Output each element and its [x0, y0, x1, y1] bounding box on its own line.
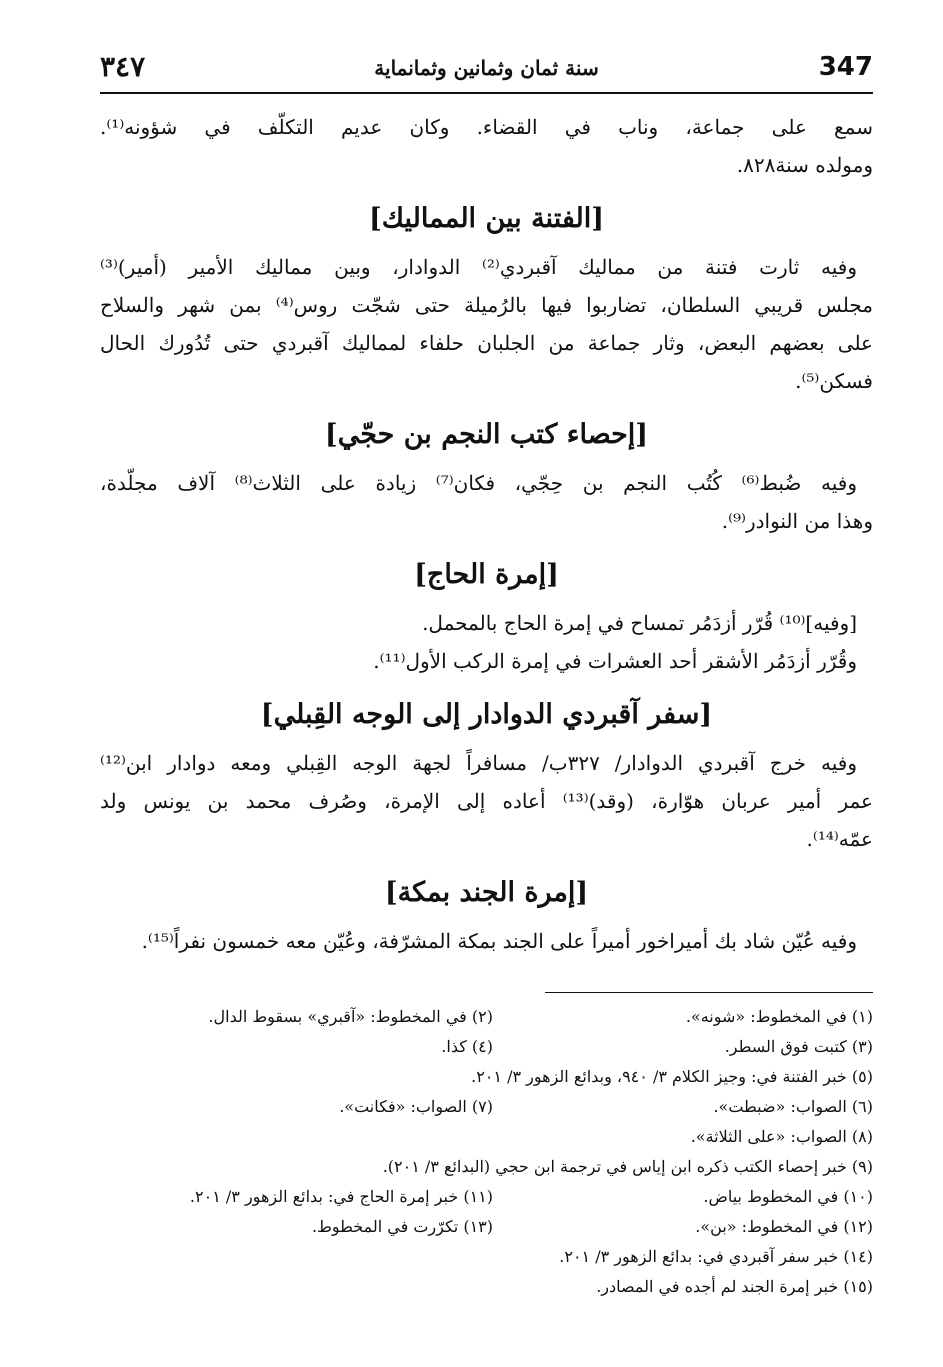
- section-heading: [سفر آقبردي الدوادار إلى الوجه القِبلي]: [260, 699, 713, 730]
- footnote: (٥) خبر الفتنة في: وجيز الكلام ٣/ ٩٤٠، وبدائع الزهور ٣/ ٢٠١.: [471, 1067, 873, 1086]
- footnote: (١٣) تكرّرت في المخطوط.: [312, 1217, 493, 1236]
- text-line: [وفيه]⁽¹⁰⁾ قُرّر أزدَمُر تمساح في إمرة الحاج بالمحمل.: [422, 611, 857, 635]
- footnote-row: [100, 1002, 873, 1032]
- page-header: [100, 48, 873, 94]
- footnote-row: [100, 1032, 873, 1062]
- footnote-separator: [545, 992, 873, 993]
- text-line: عمّه⁽¹⁴⁾.: [806, 827, 873, 851]
- text-line: فسكن⁽⁵⁾.: [795, 369, 873, 393]
- footnotes: [100, 1002, 873, 1302]
- text-line: وهذا من النوادر⁽⁹⁾.: [721, 509, 873, 533]
- text-line: ومولده سنة٨٢٨.: [736, 153, 873, 177]
- running-title: سنة ثمان وثمانين وثمانماية: [374, 56, 599, 80]
- footnote: (٨) الصواب: «على الثلاثة».: [690, 1127, 873, 1146]
- footnote-row: [100, 1092, 873, 1122]
- section-heading: [إمرة الجند بمكة]: [384, 877, 589, 908]
- footnote-row: [100, 1122, 873, 1152]
- footnote: (٣) كتبت فوق السطر.: [724, 1037, 873, 1056]
- footnote-row: [100, 1242, 873, 1272]
- text-line: على بعضهم البعض، وثار جماعة من الجلبان حلفاء لمماليك آقبردي حتى تُدُورك الحال: [100, 331, 873, 355]
- footnote: (١٤) خبر سفر آقبردي في: بدائع الزهور ٣/ ٢٠١.: [559, 1247, 873, 1266]
- footnote: (١٢) في المخطوط: «بن».: [695, 1217, 873, 1236]
- footnote: (٦) الصواب: «ضبطت».: [713, 1097, 873, 1116]
- section-heading: [إحصاء كتب النجم بن حجّي]: [324, 419, 649, 450]
- footnote-row: [100, 1152, 873, 1182]
- text-line: وفيه عُيّن شاد بك أميراخور أميراً على الجند بمكة المشرّفة، وعُيّن معه خمسون نفراً⁽¹⁵⁾.: [141, 929, 857, 953]
- footnote: (١٥) خبر إمرة الجند لم أجده في المصادر.: [596, 1277, 873, 1296]
- text-line: وفيه خرج آقبردي الدوادار/ ٣٢٧ب/ مسافراً لجهة الوجه القِبلي ومعه دوادار ابن⁽¹²⁾: [100, 751, 857, 775]
- text-line: سمع على جماعة، وناب في القضاء. وكان عديم التكلّف في شؤونه⁽¹⁾.: [100, 115, 873, 139]
- footnote: (٤) كذا.: [441, 1037, 493, 1056]
- text-line: وقُرّر أزدَمُر الأشقر أحد العشرات في إمرة الركب الأول⁽¹¹⁾.: [373, 649, 857, 673]
- main-text: [100, 108, 873, 960]
- footnote: (٢) في المخطوط: «آقبري» بسقوط الدال.: [208, 1007, 493, 1026]
- section-heading: [إمرة الحاج]: [414, 559, 559, 590]
- footnote-row: [100, 1182, 873, 1212]
- text-line: مجلس قريبي السلطان، تضاربوا فيها بالرُميلة حتى شجّت روس⁽⁴⁾ بمن شهر والسلاح: [100, 293, 873, 317]
- footnote: (٩) خبر إحصاء الكتب ذكره ابن إياس في ترجمة ابن حجي (البدائع ٣/ ٢٠١).: [382, 1157, 873, 1176]
- footnote-row: [100, 1062, 873, 1092]
- text-line: وفيه ثارت فتنة من مماليك آقبردي⁽²⁾ الدوادار، وبين مماليك الأمير (أمير)⁽³⁾: [100, 255, 857, 279]
- footnote-row: [100, 1272, 873, 1302]
- footnote: (٧) الصواب: «فكانت».: [339, 1097, 493, 1116]
- footnote-row: [100, 1212, 873, 1242]
- text-line: عمر أمير عربان هوّارة، (وقد)⁽¹³⁾ أعاده إلى الإمرة، وصُرف محمد بن يونس ولد: [100, 789, 873, 813]
- page-number-latin: 347: [818, 52, 873, 82]
- footnote: (١) في المخطوط: «شونه».: [685, 1007, 873, 1026]
- footnote: (١١) خبر إمرة الحاج في: بدائع الزهور ٣/ ٢٠١.: [189, 1187, 493, 1206]
- text-line: وفيه ضُبط⁽⁶⁾ كُتُب النجم بن حِجّي، فكان⁽⁷⁾ زيادة على الثلاث⁽⁸⁾ آلاف مجلّدة،: [100, 471, 858, 495]
- section-heading: [الفتنة بين المماليك]: [368, 203, 605, 234]
- footnote: (١٠) في المخطوط بياض.: [703, 1187, 873, 1206]
- page-number-arabic: ٣٤٧: [100, 50, 146, 83]
